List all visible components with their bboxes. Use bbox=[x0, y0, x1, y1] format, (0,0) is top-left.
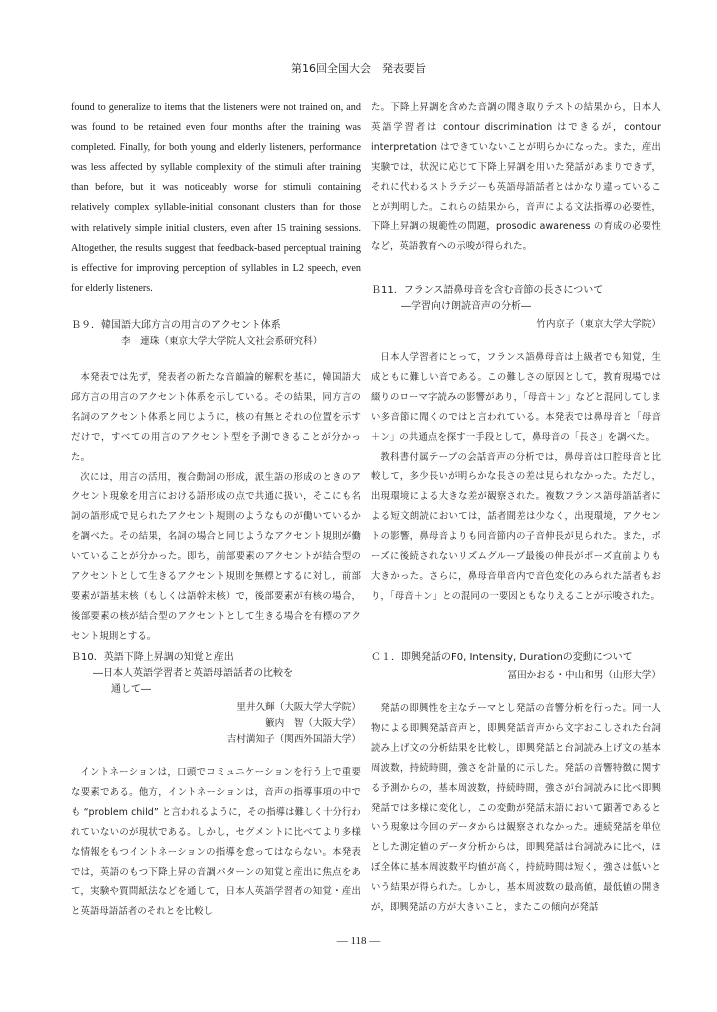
b9-author: 李 連珠（東京大学大学院人文社会系研究科） bbox=[121, 336, 323, 347]
b11-subtitle: ―学習向け朗読音声の分析― bbox=[401, 301, 531, 312]
left-continuation-text: found to generalize to items that the listeners were not trained on, and was found to be retained even four months after the training was completed. Finally, for both young and elderly listeners, performance was less affected by syllable complexity of the stimuli after training than before, but it was noticeably worse for stimuli containing relatively complex syllable-initial consonant clusters than for those with relatively simple initial clusters, even after 15 training sessions. Altogether, the results suggest that feedback-based perceptual training is effective for improving perception of syllables in L2 speech, even for elderly listeners. bbox=[71, 102, 361, 294]
c1-title: Ｃ１．即興発話のF0, Intensity, Durationの変動について bbox=[371, 652, 633, 663]
left-column bbox=[71, 98, 361, 299]
b10-author-3: 吉村満知子（関西外国語大学） bbox=[226, 734, 361, 745]
b10-subtitle-line1: ―日本人英語学習者と英語母語話者の比較を bbox=[93, 668, 293, 679]
b11-author: 竹内京子（東京大学大学院） bbox=[536, 319, 661, 330]
page-number: ― 118 ― bbox=[336, 935, 381, 947]
c1-paragraph: 発話の即興性を主なテーマとし発話の音響分析を行った。同一人物による即興発話音声と，即興発話音声から文字おこしされた台詞読み上げ文の分析結果を比較し，即興発話と台詞読み上げ文の基本周波数，持続時間，強さを計量的に示した。発話の音響特徴に関する予測からの，基本周波数，持続時間，強さが台詞読みに比べ即興発話では多様に変化し，この変動が発話末語において顕著であるという現象は今回のデータからは観察されなかった。連続発話を単位とした測定値のデータ分析からは，即興発話は台詞読みに比べ，ほぼ全体に基本周波数平均値が高く，持続時間は短く，強さは低いという結果が得られた。しかし，基本周波数の最高値，最低値の開きが，即興発話の方が大きいこと，またこの傾向が発話 bbox=[371, 703, 661, 914]
b9-title: Ｂ９．韓国語大邱方言の用言のアクセント体系 bbox=[71, 320, 281, 331]
section-b9 bbox=[71, 318, 361, 647]
b9-paragraph-2: 次には，用言の活用，複合動詞の形成，派生語の形成のときのアクセント現象を用言における語形成の点で共通に扱い，そこにも名詞の語形成で見られたアクセント規則のようなものが働いているかを調べた。その結果，名詞の場合と同じようなアクセント規則が働いていることが分かった。即ち，前部要素のアクセントが結合型のアクセントとして生きるアクセント規則を無標とするに対し，前部要素が語基末核（もしくは語幹末核）で，後部要素が有核の場合，後部要素の核が結合型のアクセントとして生きる場合を有標のアクセント規則とする。 bbox=[71, 471, 361, 642]
b10-author-2: 籔内 智（大阪大学） bbox=[265, 718, 361, 729]
b10-paragraph: イントネーションは，口頭でコミュニケーションを行う上で重要な要素である。他方，イントネーションは，音声の指導事項の中でも “problem child” と言われるように，その指導は難しく十分行われていないのが現状である。しかし，セグメントに比べてより多様な情報をもつイントネーションの指導を怠ってはならない。本発表では，英語のもつ下降上昇の音調パターンの知覚と産出に焦点をあて，実験や質問紙法などを通して，日本人英語学習者の知覚・産出と英語母語話者のそれとを比較し bbox=[71, 767, 361, 918]
b10-author-1: 里井久輝（大阪大学大学院） bbox=[236, 702, 361, 713]
page-header: 第16回全国大会 発表要旨 bbox=[291, 62, 426, 75]
section-b11 bbox=[371, 283, 661, 607]
b10-title: Ｂ10．英語下降上昇調の知覚と産出 bbox=[71, 652, 234, 663]
section-b10 bbox=[71, 650, 361, 922]
b10-subtitle-line2: 通して― bbox=[111, 684, 151, 695]
section-c1 bbox=[371, 650, 661, 918]
b9-paragraph-1: 本発表では先ず，発表者の新たな音韻論的解釈を基に，韓国語大邱方言の用言のアクセント体系を示している。その結果，同方言の名詞のアクセント体系と同じように，核の有無とそれの位置を示すだけで，すべての用言のアクセント型を予測できることが分かった。 bbox=[71, 372, 361, 463]
right-column bbox=[371, 98, 661, 257]
b11-paragraph-1: 日本人学習者にとって，フランス語鼻母音は上級者でも知覚，生成ともに難しい音である。この難しさの原因として，教育現場では綴りのローマ字読みの影響があり，「母音＋ン」などと混同してしまい多音節に聞くのではと言われている。本発表では鼻母音と「母音＋ン」の共通点を探す一手段として，鼻母音の「長さ」を調べた。 bbox=[371, 352, 661, 443]
right-continuation-text: た。下降上昇調を含めた音調の聞き取りテストの結果から，日本人英語学習者は contour discrimination はできるが，contour interpretation はできていないことが明らかになった。また，産出実験では，状況に応じて下降上昇調を用いた発話があまりできず，それに代わるストラテジーも英語母語話者とはかなり違っていることが判明した。これらの結果から，音声による文法指導の必要性，下降上昇調の規範性の問題，prosodic awareness の育成の必要性など，英語教育への示唆が得られた。 bbox=[371, 102, 661, 253]
c1-author: 冨田かおる・中山和男（山形大学） bbox=[507, 670, 661, 681]
b11-title: Ｂ11．フランス語鼻母音を含む音節の長さについて bbox=[371, 285, 604, 296]
b11-paragraph-2: 教科書付属テープの会話音声の分析では，鼻母音は口腔母音と比較して，多少長いが明らかな長さの差は見られなかった。ただし，出現環境による大きな差が観察された。複数フランス語母語話者による短文朗読においては，話者間差は少なく，出現環境，アクセントの影響，鼻母音よりも同音節内の子音伸長が見られた。また，ポーズに後続されないリズムグループ最後の伸長がポーズ直前よりも大きかった。さらに，鼻母音単音内で音色変化のみられた話者もおり，「母音＋ン」との混同の一要因ともなりえることが示唆された。 bbox=[371, 451, 661, 602]
